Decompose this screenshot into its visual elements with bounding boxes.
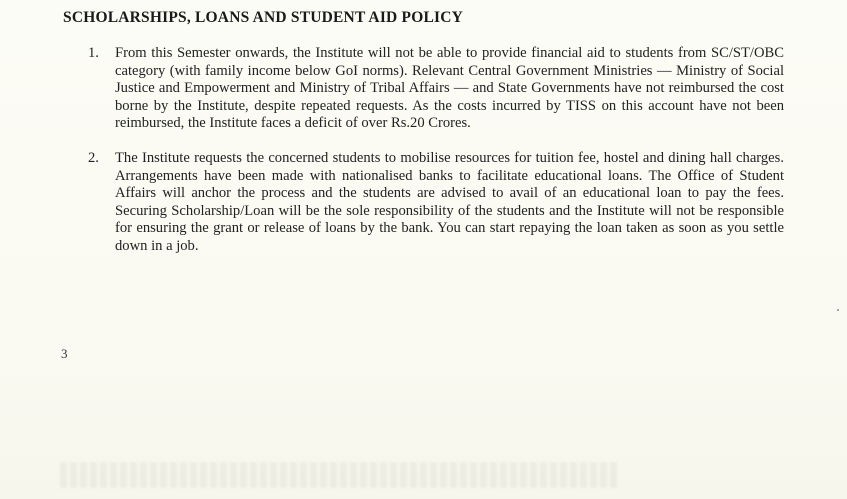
policy-item-1 xyxy=(86,45,784,133)
policy-item-number: 1. xyxy=(88,45,99,61)
show-through-text xyxy=(60,462,620,488)
page-number: 3 xyxy=(61,346,68,361)
policy-item-text: From this Semester onwards, the Institute will not be able to provide financial aid to students from SC/ST/OBC category (with family income below GoI norms). Relevant Central Government Ministries — Ministry of Social Justice and Empowerment and Ministry of Tribal Affairs — and State Governments have not reimbursed the cost borne by the Institute, despite repeated requests. As the costs incurred by TISS on this account have not been reimbursed, the Institute faces a deficit of over Rs.20 Crores. xyxy=(115,45,784,132)
policy-item-number: 2. xyxy=(88,149,99,166)
policy-item-text: The Institute requests the concerned students to mobilise resources for tuition fee, hostel and dining hall charges. Arrangements have been made with nationalised banks to facilitate educational loans. The Office of Student Affairs will anchor the process and the students are advised to avail of an educational loan to pay the fees. Securing Scholarship/Loan will be the sole responsibility of the students and the Institute will not be responsible for ensuring the grant or release of loans by the bank. You can start repaying the loan taken as soon as you settle down in a job. xyxy=(115,149,784,254)
scan-speck xyxy=(837,309,839,311)
policy-heading: SCHOLARSHIPS, LOANS AND STUDENT AID POLICY xyxy=(63,9,464,26)
policy-list xyxy=(86,45,784,256)
policy-item-2 xyxy=(86,150,784,256)
